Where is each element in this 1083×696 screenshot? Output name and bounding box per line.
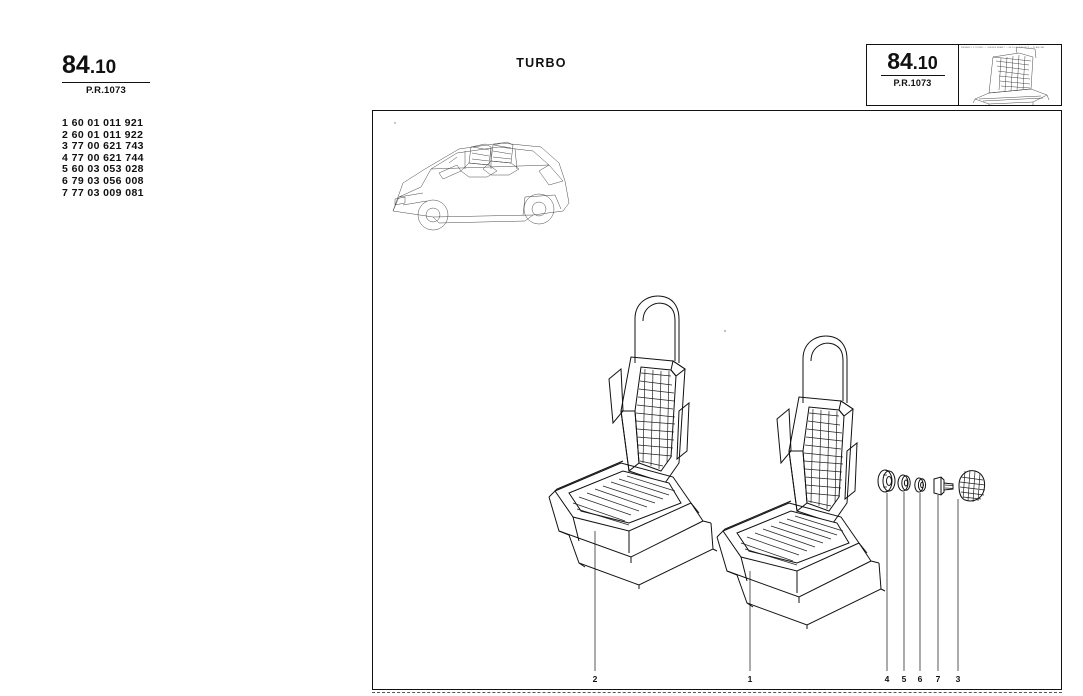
part-reference: 77 00 621 743 [71, 140, 144, 153]
part-index: 2 [62, 128, 69, 141]
part-index: 5 [62, 163, 69, 176]
list-item [62, 188, 192, 200]
corner-micro-text: RENAULT 5 TURBO — SIEGES AVANT — 84.10 — P.R.1073 — PLANCHE [961, 46, 1045, 49]
page-bottom-edge-rule [372, 692, 1062, 693]
corner-index-box [866, 44, 1062, 106]
corner-page-number-major: 84 [887, 48, 913, 74]
corner-page-number [867, 49, 958, 75]
part-index: 4 [62, 151, 69, 164]
callout-label: 4 [884, 674, 890, 684]
part-reference: 60 01 011 921 [71, 117, 144, 129]
callout-label: 1 [747, 674, 753, 684]
print-speck [724, 330, 726, 332]
callout-label: 2 [592, 674, 598, 684]
part-reference: 77 00 621 744 [71, 151, 144, 164]
callout-label: 3 [955, 674, 961, 684]
knob-icon [959, 470, 985, 502]
page-title: TURBO [516, 56, 567, 70]
callout-label: 6 [917, 674, 923, 684]
washer-icon [878, 470, 895, 492]
part-reference: 60 01 011 922 [71, 128, 144, 141]
front-seat-icon [959, 45, 1061, 105]
corner-thumbnail [959, 45, 1061, 105]
page-number-major: 84 [62, 51, 90, 79]
car-cutaway-icon [393, 142, 569, 230]
part-index: 3 [62, 140, 69, 153]
part-index: 6 [62, 174, 69, 187]
bolt-icon [934, 477, 953, 495]
parts-reference-list [62, 118, 192, 199]
bucket-seat-icon [717, 336, 885, 671]
spacer-icon [915, 478, 926, 492]
part-reference: 79 03 056 008 [71, 174, 144, 187]
hardware-group [878, 470, 985, 671]
page-number-minor: .10 [89, 57, 117, 78]
corner-page-number-minor: .10 [912, 53, 938, 73]
corner-pr-code: P.R.1073 [893, 78, 932, 88]
seat-assembly-drawing [373, 111, 1060, 688]
part-reference: 60 03 053 028 [71, 163, 144, 176]
part-reference: 77 03 009 081 [71, 186, 144, 199]
part-index: 7 [62, 186, 69, 199]
technical-drawing-frame [372, 110, 1062, 690]
print-speck [978, 488, 979, 489]
page-pr-code: P.R.1073 [86, 85, 126, 96]
print-speck [394, 122, 395, 123]
page-number-rule [62, 82, 150, 83]
washer-icon [898, 475, 910, 491]
callout-label: 5 [901, 674, 907, 684]
corner-index-number-block [867, 45, 959, 105]
corner-rule [881, 75, 945, 76]
bucket-seat-icon [549, 296, 717, 671]
part-index: 1 [62, 117, 69, 129]
callout-label: 7 [935, 674, 941, 684]
